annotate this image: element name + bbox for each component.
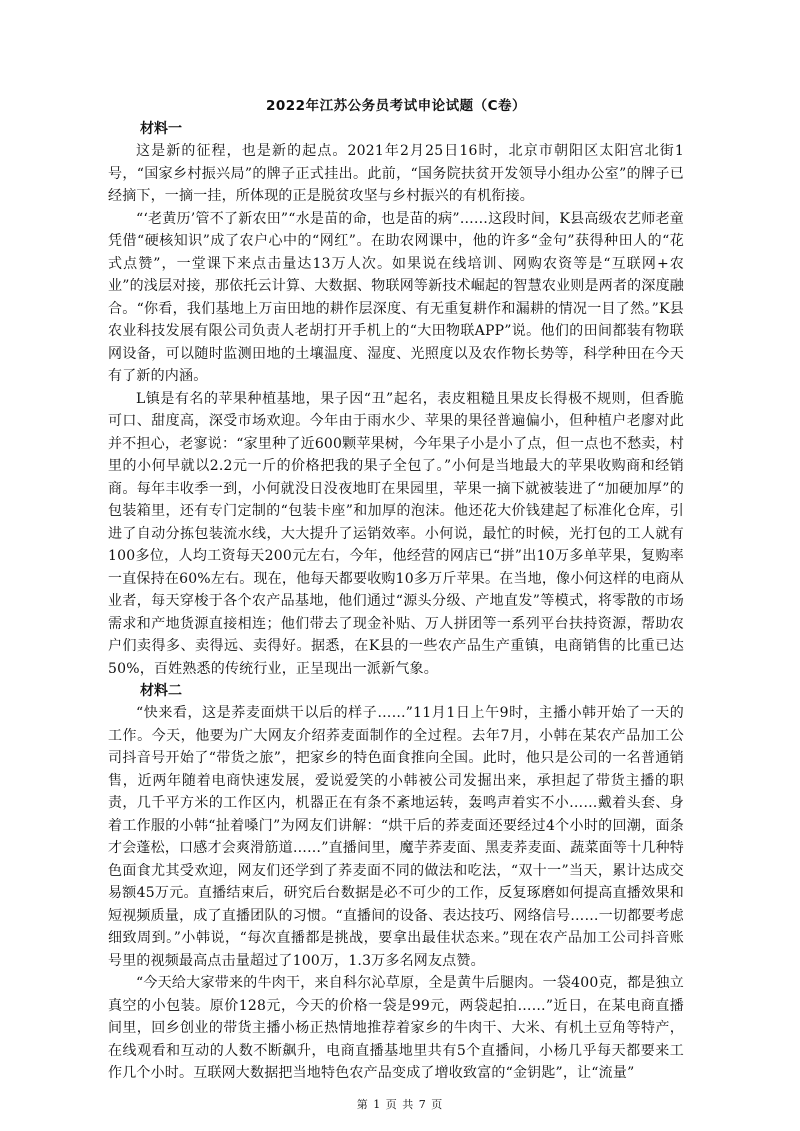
paragraph: “今天给大家带来的牛肉干，来自科尔沁草原，全是黄牛后腿肉。一袋400克，都是独立真空的小包装。原价128元，今天的价格一袋是99元，两袋起拍……”近日，在某电商直播间里，回乡创业的带货主播小杨正热情地推荐着家乡的牛肉干、大米、有机土豆角等特产，在线观看和互动的人数不断飙升，电商直播基地里共有5个直播间，小杨几乎每天都要来工作几个小时。互联网大数据把当地特色农产品变成了增收致富的“金钥匙”，让“流量” [108,975,684,1081]
paragraph: L镇是有名的苹果种植基地，果子因“丑”起名，表皮粗糙且果皮长得极不规则，但香脆可口、甜度高，深受市场欢迎。今年由于雨水少、苹果的果径普遍偏小，但种植户老廖对此并不担心，老寥说：“家里种了近600颗苹果树，今年果子小是小了点，但一点也不愁卖，村里的小何早就以2.2元一斤的价格把我的果子全包了。”小何是当地最大的苹果收购商和经销商。每年丰收季一到，小何就没日没夜地盯在果园里，苹果一摘下就被装进了“加硬加厚”的包装箱里，还有专门定制的“包装卡座”和加厚的泡沫。他还花大价钱建起了标准化仓库，引进了自动分拣包装流水线，大大提升了运销效率。小何说，最忙的时候，光打包的工人就有100多位，人均工资每天200元左右，今年，他经营的网店已“拼”出10万多单苹果，复购率一直保持在60%左右。现在，他每天都要收购10多万斤苹果。在当地，像小何这样的电商从业者，每天穿梭于各个农产品基地，他们通过“源头分级、产地直发”等模式，将零散的市场需求和产地货源直接相连；他们带去了现金补贴、万人拼团等一系列平台扶持资源，帮助农户们卖得多、卖得远、卖得好。据悉，在K县的一些农产品生产重镇，电商销售的比重已达50%，百姓熟悉的传统行业，正呈现出一派新气象。 [108,390,684,677]
page-number-footer: 第 1 页 共 7 页 [356,1098,444,1111]
document-title: 2022年江苏公务员考试申论试题（C卷） [266,98,526,114]
paragraph: “‘老黄历’管不了新农田”“水是苗的命，也是苗的病”……这段时间，K县高级农艺师老童凭借“硬核知识”成了农户心中的“网红”。在助农网课中，他的许多“金句”获得种田人的“花式点赞”，一堂课下来点击量达13万人次。如果说在线培训、网购农资等是“互联网+农业”的浅层对接，那依托云计算、大数据、物联网等新技术崛起的智慧农业则是两者的深度融合。“你看，我们基地上万亩田地的耕作层深度、有无重复耕作和漏耕的情况一目了然。”K县农业科技发展有限公司负责人老胡打开手机上的“大田物联APP”说。他们的田间都装有物联网设备，可以随时监测田地的土壤温度、湿度、光照度以及农作物长势等，科学种田在今天有了新的内涵。 [108,210,684,384]
section-heading-material-2: 材料二 [140,683,182,699]
paragraph: “快来看，这是荞麦面烘干以后的样子……”11月1日上午9时，主播小韩开始了一天的工作。今天，他要为广大网友介绍荞麦面制作的全过程。去年7月，小韩在某农产品加工公司抖音号开始了“带货之旅”，把家乡的特色面食推向全国。此时，他只是公司的一名普通销售，近两年随着电商快速发展，爱说爱笑的小韩被公司发掘出来，承担起了带货主播的职责，几千平方米的工作区内，机器正在有条不紊地运转，轰鸣声着实不小……戴着头套、身着工作服的小韩“扯着嗓门”为网友们讲解：“烘干后的荞麦面还要经过4个小时的回潮，面条才会蓬松，口感才会爽滑筋道……”直播间里，魔芋荞麦面、黑麦荞麦面、蔬菜面等十几种特色面食尤其受欢迎，网友们还学到了荞麦面不同的做法和吃法，“双十一”当天，累计达成交易额45万元。直播结束后，研究后台数据是必不可少的工作，反复琢磨如何提高直播效果和短视频质量，成了直播团队的习惯。“直播间的设备、表达技巧、网络信号……一切都要考虑细致周到。”小韩说，“每次直播都是挑战，要拿出最佳状态来。”现在农产品加工公司抖音账号里的视频最高点击量超过了100万，1.3万多名网友点赞。 [108,705,684,969]
section-heading-material-1: 材料一 [140,121,182,137]
document-content [108,96,684,1085]
paragraph: 这是新的征程，也是新的起点。2021年2月25日16时，北京市朝阳区太阳宫北街1号，“国家乡村振兴局”的牌子正式挂出。此前，“国务院扶贫开发领导小组办公室”的牌子已经摘下，一摘一挂，所体现的正是脱贫攻坚与乡村振兴的有机衔接。 [108,143,684,204]
